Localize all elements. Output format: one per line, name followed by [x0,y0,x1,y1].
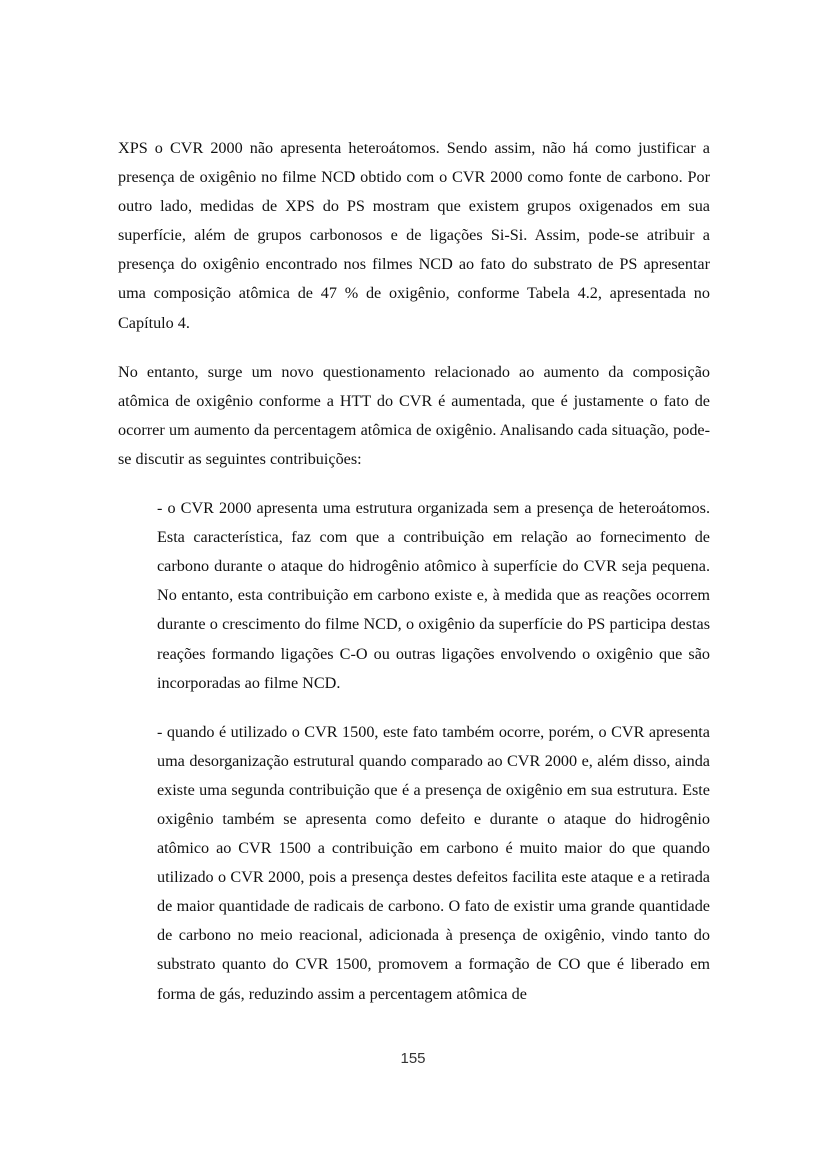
list-item-cvr-1500: - quando é utilizado o CVR 1500, este fato também ocorre, porém, o CVR apresenta uma desorganização estrutural quando comparado ao CVR 2000 e, além disso, ainda existe uma segunda contribuição que é a presença de oxigênio em sua estrutura. Este oxigênio também se apresenta como defeito e durante o ataque do hidrogênio atômico ao CVR 1500 a contribuição em carbono é muito maior do que quando utilizado o CVR 2000, pois a presença destes defeitos facilita este ataque e a retirada de maior quantidade de radicais de carbono. O fato de existir uma grande quantidade de carbono no meio reacional, adicionada à presença de oxigênio, vindo tanto do substrato quanto do CVR 1500, promovem a formação de CO que é liberado em forma de gás, reduzindo assim a percentagem atômica de [157,722,710,1003]
paragraph-questioning: No entanto, surge um novo questionamento relacionado ao aumento da composição atômica de oxigênio conforme a HTT do CVR é aumentada, que é justamente o fato de ocorrer um aumento da percentagem atômica de oxigênio. Analisando cada situação, pode-se discutir as seguintes contribuições: [118,362,710,468]
list-item-cvr-2000: - o CVR 2000 apresenta uma estrutura organizada sem a presença de heteroátomos. Esta característica, faz com que a contribuição em relação ao fornecimento de carbono durante o ataque do hidrogênio atômico à superfície do CVR seja pequena. No entanto, esta contribuição em carbono existe e, à medida que as reações ocorrem durante o crescimento do filme NCD, o oxigênio da superfície do PS participa destas reações formando ligações C-O ou outras ligações envolvendo o oxigênio que são incorporadas ao filme NCD. [157,499,710,692]
paragraph-xps: XPS o CVR 2000 não apresenta heteroátomos. Sendo assim, não há como justificar a presença de oxigênio no filme NCD obtido com o CVR 2000 como fonte de carbono. Por outro lado, medidas de XPS do PS mostram que existem grupos oxigenados em sua superfície, além de grupos carbonosos e de ligações Si-Si. Assim, pode-se atribuir a presença do oxigênio encontrado nos filmes NCD ao fato do substrato de PS apresentar uma composição atômica de 47 % de oxigênio, conforme Tabela 4.2, apresentada no Capítulo 4. [118,139,710,332]
page-body [118,134,710,1009]
page-number: 155 [400,1050,426,1067]
